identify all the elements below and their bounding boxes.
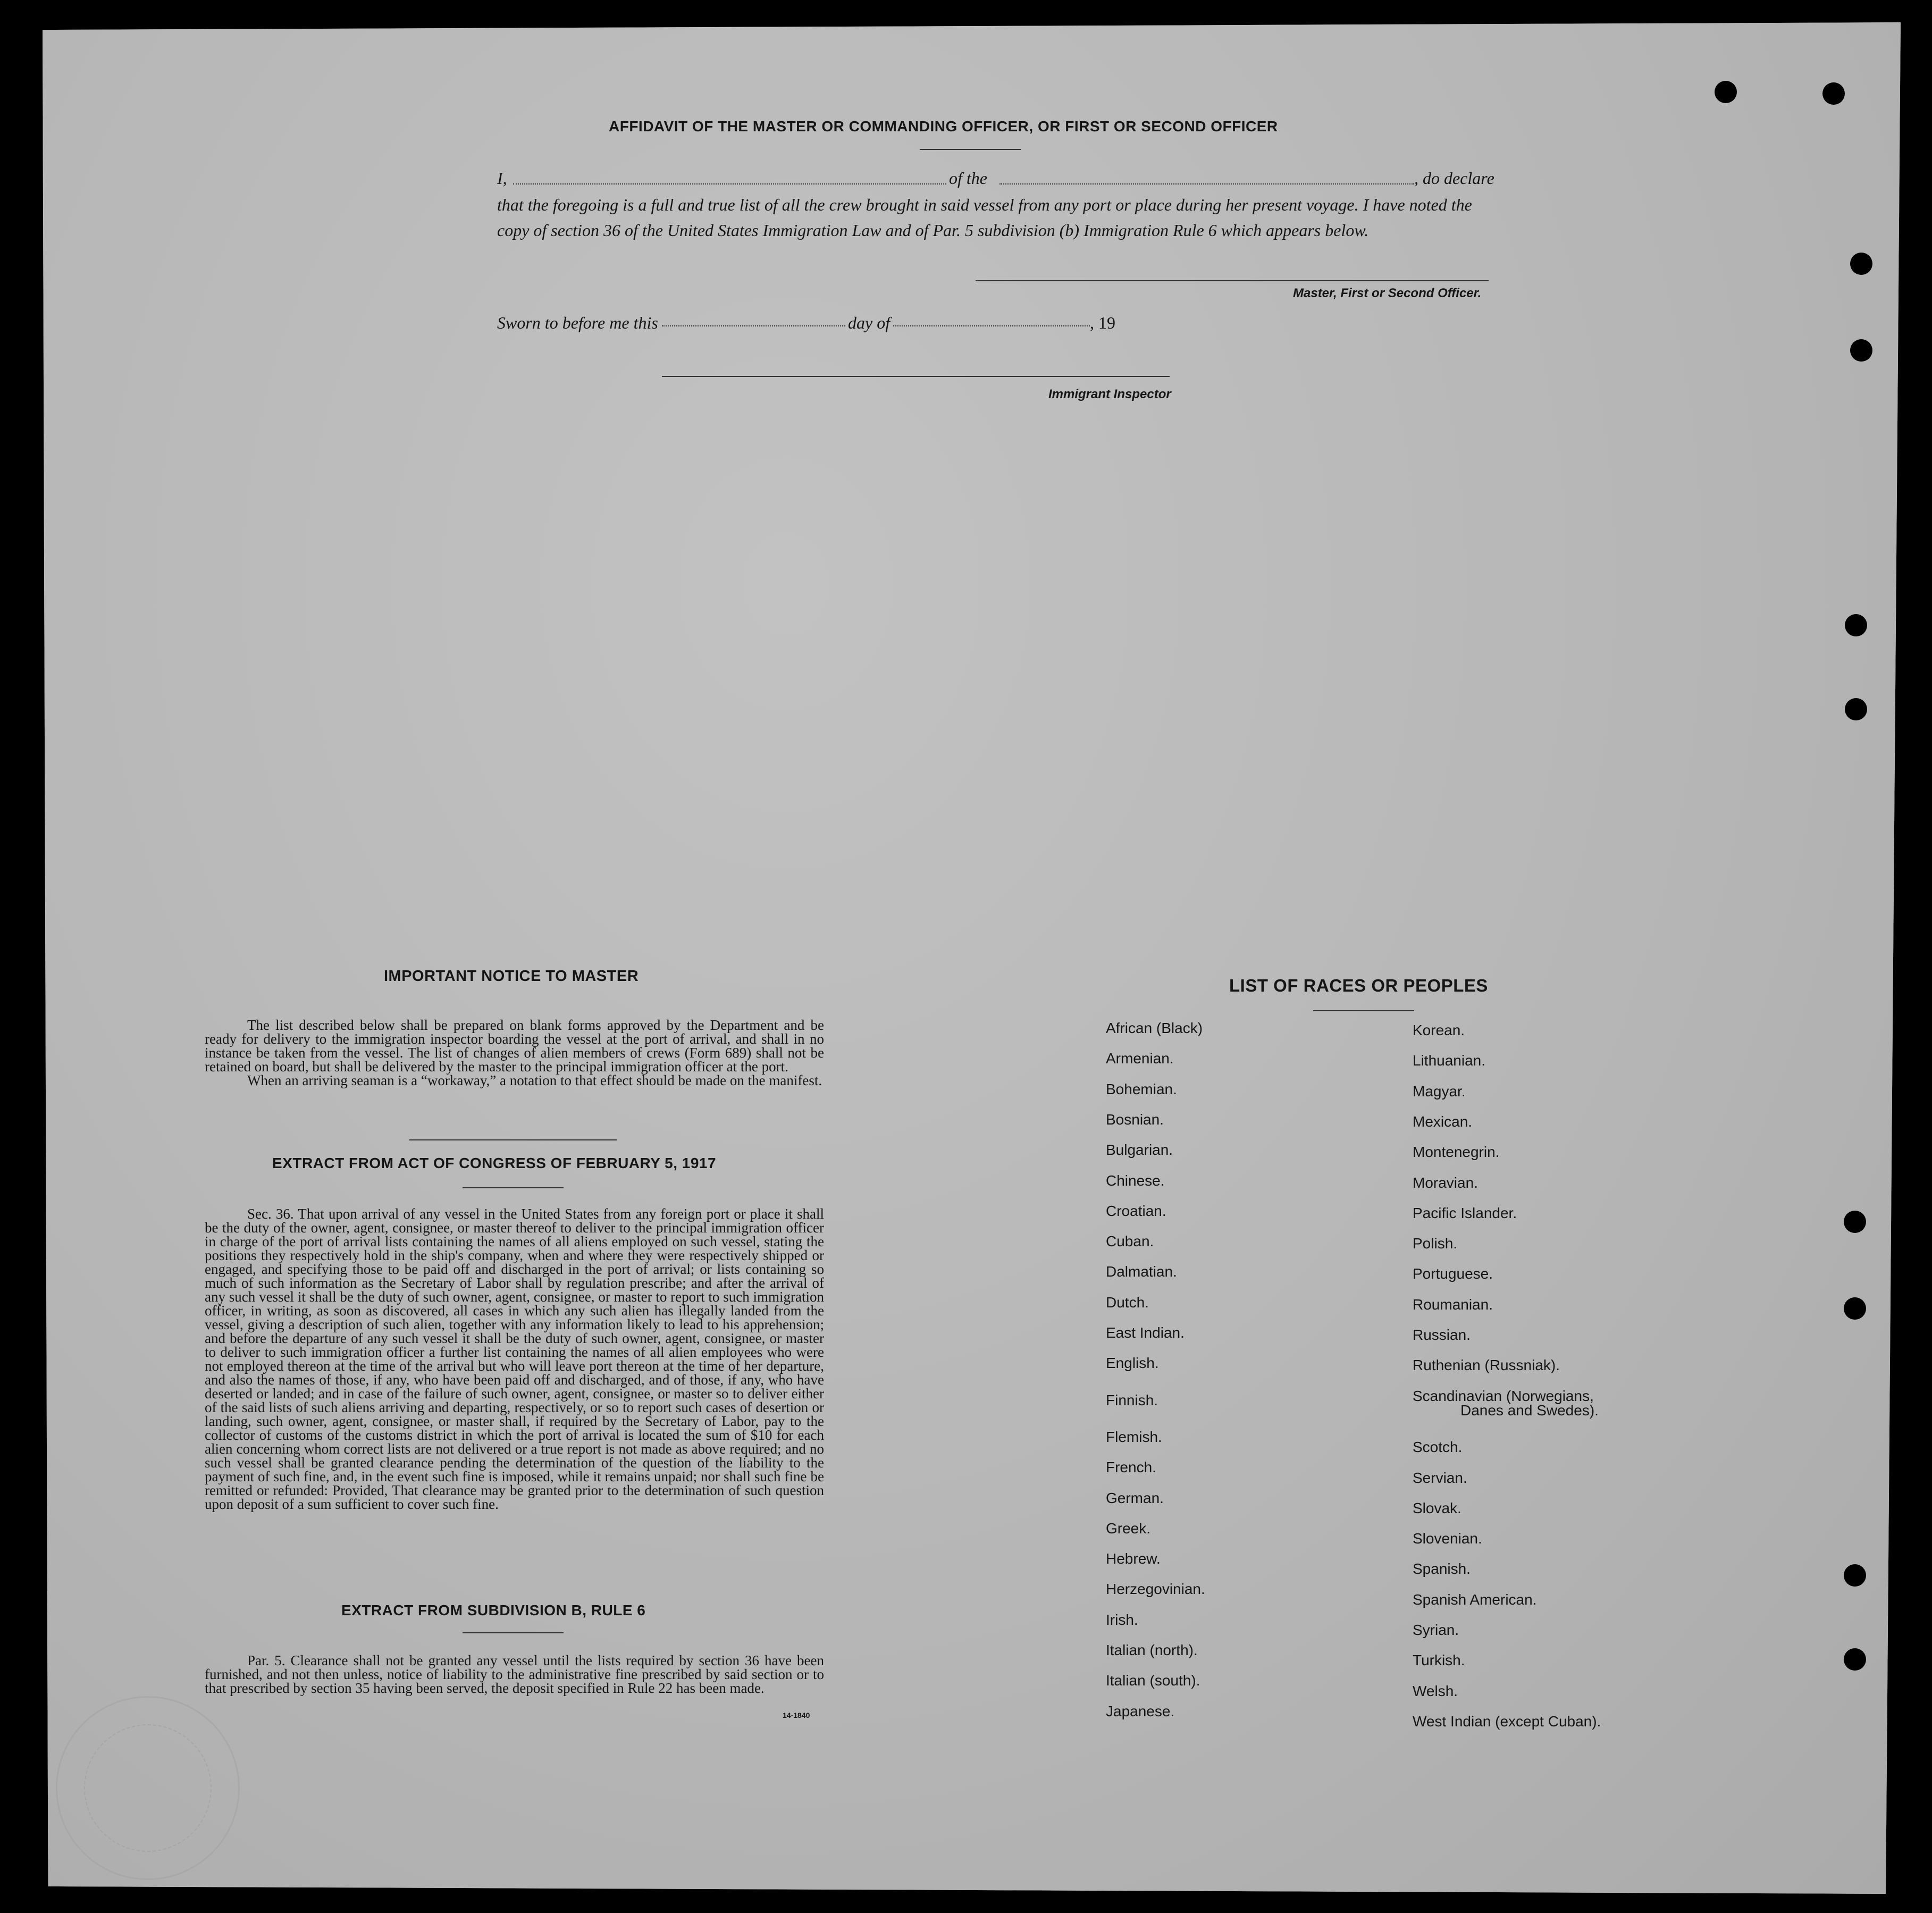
race-item: Croatian. bbox=[1106, 1202, 1166, 1219]
affidavit-line-2: that the foregoing is a full and true list of all the crew brought in said vessel from any port or place during her present voyage. I have noted the bbox=[497, 195, 1472, 214]
rule-title-divider bbox=[463, 1632, 564, 1633]
notice-title: IMPORTANT NOTICE TO MASTER bbox=[384, 968, 639, 985]
archive-seal-stamp bbox=[56, 1696, 240, 1880]
race-item: Japanese. bbox=[1106, 1702, 1175, 1719]
punch-hole bbox=[1850, 253, 1872, 275]
race-item: Dalmatian. bbox=[1106, 1263, 1177, 1280]
race-item: Italian (north). bbox=[1106, 1642, 1198, 1658]
race-item: Chinese. bbox=[1106, 1172, 1165, 1189]
race-item: Syrian. bbox=[1413, 1622, 1459, 1638]
race-item: Herzegovinian. bbox=[1106, 1581, 1205, 1598]
race-item: Moravian. bbox=[1413, 1174, 1478, 1191]
race-item: Servian. bbox=[1413, 1469, 1467, 1486]
race-item: German. bbox=[1106, 1489, 1164, 1506]
race-item: Scandinavian (Norwegians, bbox=[1413, 1387, 1594, 1404]
sworn-day-field[interactable] bbox=[662, 325, 845, 326]
inspector-signature-line[interactable] bbox=[662, 376, 1170, 377]
punch-hole bbox=[1715, 81, 1737, 103]
day-of-label: day of bbox=[848, 313, 891, 332]
race-item: Russian. bbox=[1413, 1327, 1471, 1343]
race-item: Montenegrin. bbox=[1413, 1144, 1500, 1161]
rule-extract-title: EXTRACT FROM SUBDIVISION B, RULE 6 bbox=[341, 1602, 646, 1618]
race-item: Bohemian. bbox=[1106, 1080, 1177, 1097]
year-label: , 19 bbox=[1090, 313, 1115, 332]
race-item: Spanish. bbox=[1413, 1560, 1471, 1578]
race-item: Mexican. bbox=[1413, 1113, 1473, 1130]
race-item: Roumanian. bbox=[1413, 1296, 1493, 1313]
race-item: Dutch. bbox=[1106, 1294, 1149, 1311]
race-item: Flemish. bbox=[1106, 1428, 1162, 1445]
race-item: Cuban. bbox=[1106, 1233, 1154, 1250]
affidavit-line-3: copy of section 36 of the United States Immigration Law and of Par. 5 subdivision (b) Immigration Rule 6 which appears below. bbox=[497, 221, 1369, 240]
notice-paragraph-1: The list described below shall be prepared on blank forms approved by the Department and be ready for delivery to the immigration inspector boarding the vessel at the port of arrival, and shall in no instance be taken from the vessel. The list of changes of alien members of crews (Form 689) shall not be retained on board, but shall be delivered by the master to the principal immigration officer at the port. bbox=[205, 1017, 824, 1075]
vessel-name-field[interactable] bbox=[999, 183, 1414, 184]
master-name-field[interactable] bbox=[513, 183, 946, 184]
race-item: Scotch. bbox=[1413, 1439, 1463, 1456]
affidavit-i-label: I, bbox=[497, 169, 507, 188]
affidavit-declare-label: , do declare bbox=[1414, 169, 1494, 188]
act-extract-text: Sec. 36. That upon arrival of any vessel in the United States from any foreign port or place it shall be the duty of the owner, agent, consignee, or master thereof to deliver to the principal immigration officer in charge of the port of arrival lists containing the names of all aliens employed on such vessel, stating the positions they respectively hold in the ship's company, when and where they were respectively shipped or engaged, and specifying those to be paid off and discharged in the port of arrival; or lists containing so much of such information as the Secretary of Labor shall by regulation prescribe; and after the arrival of any such vessel it shall be the duty of such owner, agent, consignee, or master to report to such immigration officer, in writing, as soon as discovered, all cases in which any such alien has illegally landed from the vessel, giving a description of such alien, together with any information likely to lead to his apprehension; and before the departure of any such vessel it shall be the duty of such owner, agent, consignee, or master to deliver to such immigration officer a further list containing the names of all alien employees who were not employed thereon at the time of the arrival but who will leave port thereon at the time of her departure, and also the names of those, if any, who have been paid off and discharged, and of those, if any, who have deserted or landed; and in case of the failure of such owner, agent, consignee, or master so to deliver either of the said lists of such aliens arriving and departing, respectively, or so to report such cases of desertion or landing, such owner, agent, consignee, or master shall, if required by the Secretary of Labor, pay to the collector of customs of the customs district in which the port of arrival is located the sum of $10 for each alien concerning whom correct lists are not delivered or a true report is not made as above required; and no such vessel shall be granted clearance pending the determination of the question of the liability to the payment of such fine, and, in the event such fine is imposed, while it remains unpaid; nor shall such fine be remitted or refunded: Provided, That clearance may be granted prior to the determination of such question upon deposit of a sum sufficient to cover such fine. bbox=[205, 1206, 824, 1512]
punch-hole bbox=[1844, 1648, 1866, 1671]
title-divider bbox=[920, 149, 1021, 150]
form-number: 14-1840 bbox=[783, 1711, 810, 1719]
race-item: Irish. bbox=[1106, 1611, 1138, 1628]
affidavit-title: AFFIDAVIT OF THE MASTER OR COMMANDING OFFICER, OR FIRST OR SECOND OFFICER bbox=[609, 118, 1278, 135]
punch-hole bbox=[1844, 1564, 1866, 1587]
race-item: Slovenian. bbox=[1413, 1530, 1482, 1547]
race-item: East Indian. bbox=[1106, 1324, 1185, 1341]
race-item: Ruthenian (Russniak). bbox=[1413, 1357, 1560, 1374]
races-title: LIST OF RACES OR PEOPLES bbox=[1229, 976, 1488, 995]
races-title-divider bbox=[1313, 1010, 1414, 1011]
race-item: West Indian (except Cuban). bbox=[1413, 1713, 1601, 1730]
race-item: African (Black) bbox=[1106, 1020, 1203, 1036]
race-item: Bulgarian. bbox=[1106, 1142, 1173, 1159]
act-extract-body bbox=[205, 1207, 824, 1511]
race-item: Welsh. bbox=[1413, 1682, 1458, 1699]
master-signature-label: Master, First or Second Officer. bbox=[1293, 286, 1482, 300]
race-item: Slovak. bbox=[1413, 1499, 1461, 1516]
affidavit-of-label: of the bbox=[949, 169, 987, 188]
race-item: Hebrew. bbox=[1106, 1550, 1161, 1567]
race-item: Polish. bbox=[1413, 1235, 1458, 1252]
race-item: Finnish. bbox=[1106, 1391, 1158, 1408]
race-item: Danes and Swedes). bbox=[1460, 1402, 1599, 1419]
sworn-month-field[interactable] bbox=[893, 325, 1090, 326]
act-title-divider bbox=[463, 1187, 564, 1188]
rule-extract-text: Par. 5. Clearance shall not be granted any vessel until the lists required by section 36 have been furnished, and not then unless, notice of liability to the administrative fine prescribed by said section or to that prescribed by section 35 having been served, the deposit specified in Rule 22 has been made. bbox=[205, 1652, 824, 1696]
race-item: French. bbox=[1106, 1459, 1156, 1476]
race-item: Italian (south). bbox=[1106, 1672, 1200, 1689]
punch-hole bbox=[1844, 1297, 1866, 1320]
punch-hole bbox=[1845, 614, 1867, 636]
punch-hole bbox=[1844, 1211, 1866, 1233]
race-item: Turkish. bbox=[1413, 1652, 1465, 1669]
race-item: Spanish American. bbox=[1413, 1591, 1537, 1608]
notice-body bbox=[205, 1018, 824, 1087]
race-item: Magyar. bbox=[1413, 1083, 1466, 1100]
race-item: Pacific Islander. bbox=[1413, 1204, 1517, 1221]
inspector-signature-label: Immigrant Inspector bbox=[1048, 387, 1171, 401]
race-item: English. bbox=[1106, 1355, 1159, 1372]
document-page bbox=[43, 22, 1901, 1894]
punch-hole bbox=[1845, 698, 1867, 720]
punch-hole bbox=[1850, 339, 1872, 362]
race-item: Greek. bbox=[1106, 1520, 1151, 1537]
race-item: Armenian. bbox=[1106, 1050, 1174, 1067]
sworn-label: Sworn to before me this bbox=[497, 313, 658, 332]
punch-hole bbox=[1822, 82, 1845, 105]
notice-divider bbox=[409, 1139, 617, 1140]
notice-paragraph-2: When an arriving seaman is a “workaway,” a notation to that effect should be made on the manifest. bbox=[247, 1072, 822, 1088]
rule-extract-body bbox=[205, 1654, 824, 1695]
act-extract-title: EXTRACT FROM ACT OF CONGRESS OF FEBRUARY 5, 1917 bbox=[272, 1155, 717, 1171]
race-item: Lithuanian. bbox=[1413, 1052, 1486, 1069]
race-item: Bosnian. bbox=[1106, 1111, 1164, 1128]
master-signature-line[interactable] bbox=[976, 280, 1489, 281]
race-item: Korean. bbox=[1413, 1022, 1465, 1038]
race-item: Portuguese. bbox=[1413, 1265, 1493, 1282]
